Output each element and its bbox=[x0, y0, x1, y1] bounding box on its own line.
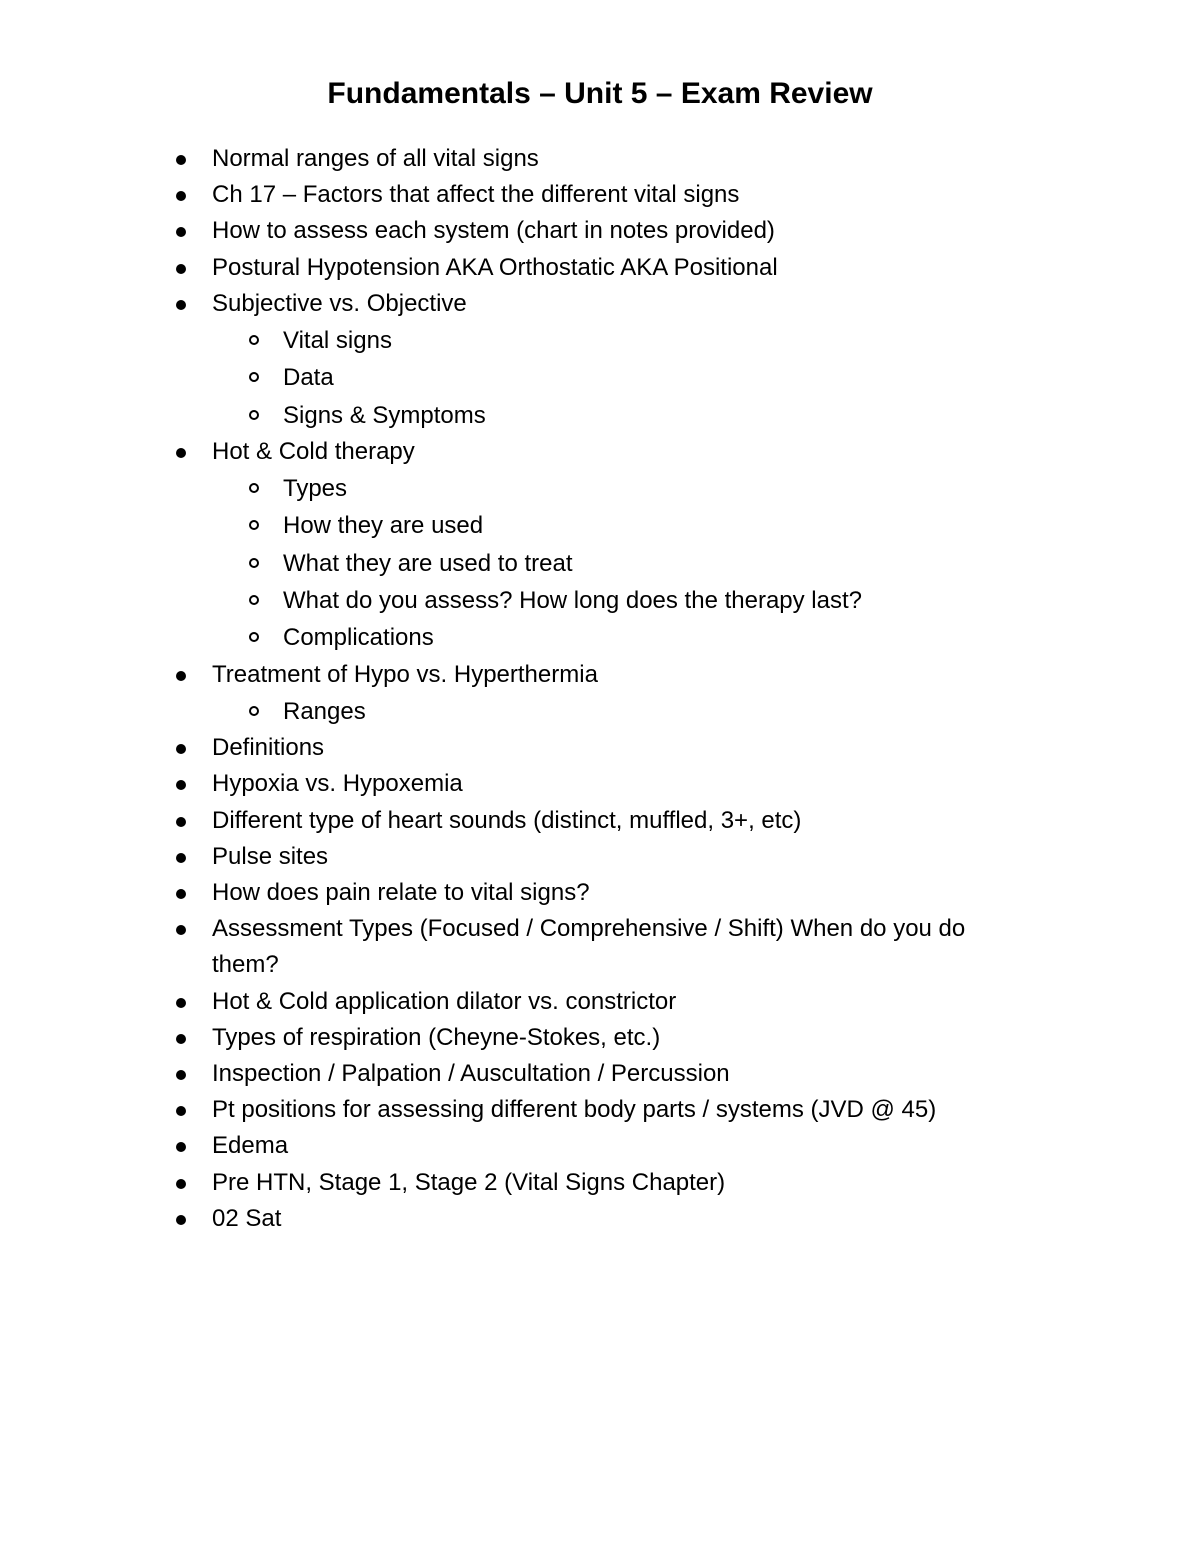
sub-outline-item bbox=[172, 470, 1012, 507]
bullet-icon bbox=[176, 780, 186, 790]
hollow-bullet-icon bbox=[249, 558, 259, 568]
sub-outline-item-text: Ranges bbox=[283, 697, 366, 725]
sub-outline-item-text: How they are used bbox=[283, 512, 484, 540]
outline-item bbox=[172, 1201, 1012, 1237]
outline-item bbox=[172, 213, 1012, 249]
hollow-bullet-icon bbox=[249, 410, 259, 420]
outline-item-text: Inspection / Palpation / Auscultation / Percussion bbox=[212, 1059, 730, 1087]
sub-outline-item bbox=[172, 582, 1012, 619]
outline-item bbox=[172, 875, 1012, 911]
bullet-icon bbox=[176, 191, 186, 201]
outline-item-text: Pt positions for assessing different body parts / systems (JVD @ 45) bbox=[212, 1096, 937, 1124]
outline-item bbox=[172, 730, 1012, 766]
sub-outline-item-text: What they are used to treat bbox=[283, 549, 573, 577]
sub-outline-item-text: Complications bbox=[283, 624, 434, 652]
sub-outline-list bbox=[212, 470, 1012, 656]
review-outline-list bbox=[172, 141, 1012, 1237]
sub-outline-item bbox=[172, 619, 1012, 656]
outline-item-text: Hypoxia vs. Hypoxemia bbox=[212, 770, 463, 798]
bullet-icon bbox=[176, 889, 186, 899]
hollow-bullet-icon bbox=[249, 520, 259, 530]
outline-item bbox=[172, 657, 1012, 731]
document-title: Fundamentals – Unit 5 – Exam Review bbox=[327, 77, 873, 110]
bullet-icon bbox=[176, 448, 186, 458]
outline-item bbox=[172, 1020, 1012, 1056]
sub-outline-item-text: Vital signs bbox=[283, 327, 392, 355]
bullet-icon bbox=[176, 925, 186, 935]
outline-item-text: Treatment of Hypo vs. Hyperthermia bbox=[212, 660, 598, 688]
bullet-icon bbox=[176, 264, 186, 274]
bullet-icon bbox=[176, 671, 186, 681]
sub-outline-list bbox=[212, 322, 1012, 434]
sub-outline-item-text: What do you assess? How long does the therapy last? bbox=[283, 587, 862, 614]
bullet-icon bbox=[176, 1142, 186, 1152]
bullet-icon bbox=[176, 1215, 186, 1225]
bullet-icon bbox=[176, 817, 186, 827]
outline-item bbox=[172, 911, 1012, 983]
bullet-icon bbox=[176, 1179, 186, 1189]
outline-item-text: Ch 17 – Factors that affect the different vital signs bbox=[212, 181, 740, 209]
hollow-bullet-icon bbox=[249, 483, 259, 493]
outline-item-text: Hot & Cold application dilator vs. constrictor bbox=[212, 987, 677, 1015]
outline-item bbox=[172, 1128, 1012, 1164]
hollow-bullet-icon bbox=[249, 595, 259, 605]
outline-item-text: How does pain relate to vital signs? bbox=[212, 878, 590, 906]
sub-outline-item-text: Signs & Symptoms bbox=[283, 401, 486, 429]
outline-item bbox=[172, 434, 1012, 657]
sub-outline-item-text: Types bbox=[283, 475, 348, 503]
outline-item-text: Subjective vs. Objective bbox=[212, 289, 467, 317]
bullet-icon bbox=[176, 998, 186, 1008]
outline-item bbox=[172, 1056, 1012, 1092]
outline-item-text: Definitions bbox=[212, 734, 325, 762]
bullet-icon bbox=[176, 155, 186, 165]
bullet-icon bbox=[176, 1034, 186, 1044]
sub-outline-item bbox=[172, 397, 1012, 434]
outline-item bbox=[172, 250, 1012, 286]
outline-item bbox=[172, 839, 1012, 875]
sub-outline-item bbox=[172, 322, 1012, 359]
sub-outline-item bbox=[172, 693, 1012, 730]
outline-item-text: Postural Hypotension AKA Orthostatic AKA Positional bbox=[212, 253, 778, 281]
outline-item-text: Different type of heart sounds (distinct, muffled, 3+, etc) bbox=[212, 806, 802, 834]
outline-item-text: Assessment Types (Focused / Comprehensive / Shift) When do you do them? bbox=[212, 915, 966, 979]
hollow-bullet-icon bbox=[249, 632, 259, 642]
outline-item-text: 02 Sat bbox=[212, 1204, 282, 1232]
hollow-bullet-icon bbox=[249, 372, 259, 382]
sub-outline-list bbox=[212, 693, 1012, 730]
outline-item-text: Normal ranges of all vital signs bbox=[212, 145, 539, 172]
outline-item-text: Types of respiration (Cheyne-Stokes, etc.) bbox=[212, 1023, 661, 1051]
bullet-icon bbox=[176, 853, 186, 863]
outline-item-text: Pulse sites bbox=[212, 842, 329, 870]
outline-item bbox=[172, 766, 1012, 802]
sub-outline-item-text: Data bbox=[283, 364, 334, 392]
hollow-bullet-icon bbox=[249, 335, 259, 345]
outline-item bbox=[172, 803, 1012, 839]
bullet-icon bbox=[176, 744, 186, 754]
outline-item-text: Hot & Cold therapy bbox=[212, 437, 415, 465]
outline-item bbox=[172, 1165, 1012, 1201]
outline-item bbox=[172, 177, 1012, 213]
bullet-icon bbox=[176, 227, 186, 237]
sub-outline-item bbox=[172, 507, 1012, 544]
sub-outline-item bbox=[172, 359, 1012, 396]
outline-item bbox=[172, 1092, 1012, 1128]
bullet-icon bbox=[176, 1106, 186, 1116]
outline-item-text: How to assess each system (chart in notes provided) bbox=[212, 217, 775, 245]
outline-item bbox=[172, 286, 1012, 434]
outline-item bbox=[172, 984, 1012, 1020]
hollow-bullet-icon bbox=[249, 706, 259, 716]
bullet-icon bbox=[176, 300, 186, 310]
outline-item-text: Pre HTN, Stage 1, Stage 2 (Vital Signs Chapter) bbox=[212, 1168, 726, 1196]
outline-item bbox=[172, 141, 1012, 177]
bullet-icon bbox=[176, 1070, 186, 1080]
outline-item-text: Edema bbox=[212, 1132, 289, 1160]
sub-outline-item bbox=[172, 545, 1012, 582]
